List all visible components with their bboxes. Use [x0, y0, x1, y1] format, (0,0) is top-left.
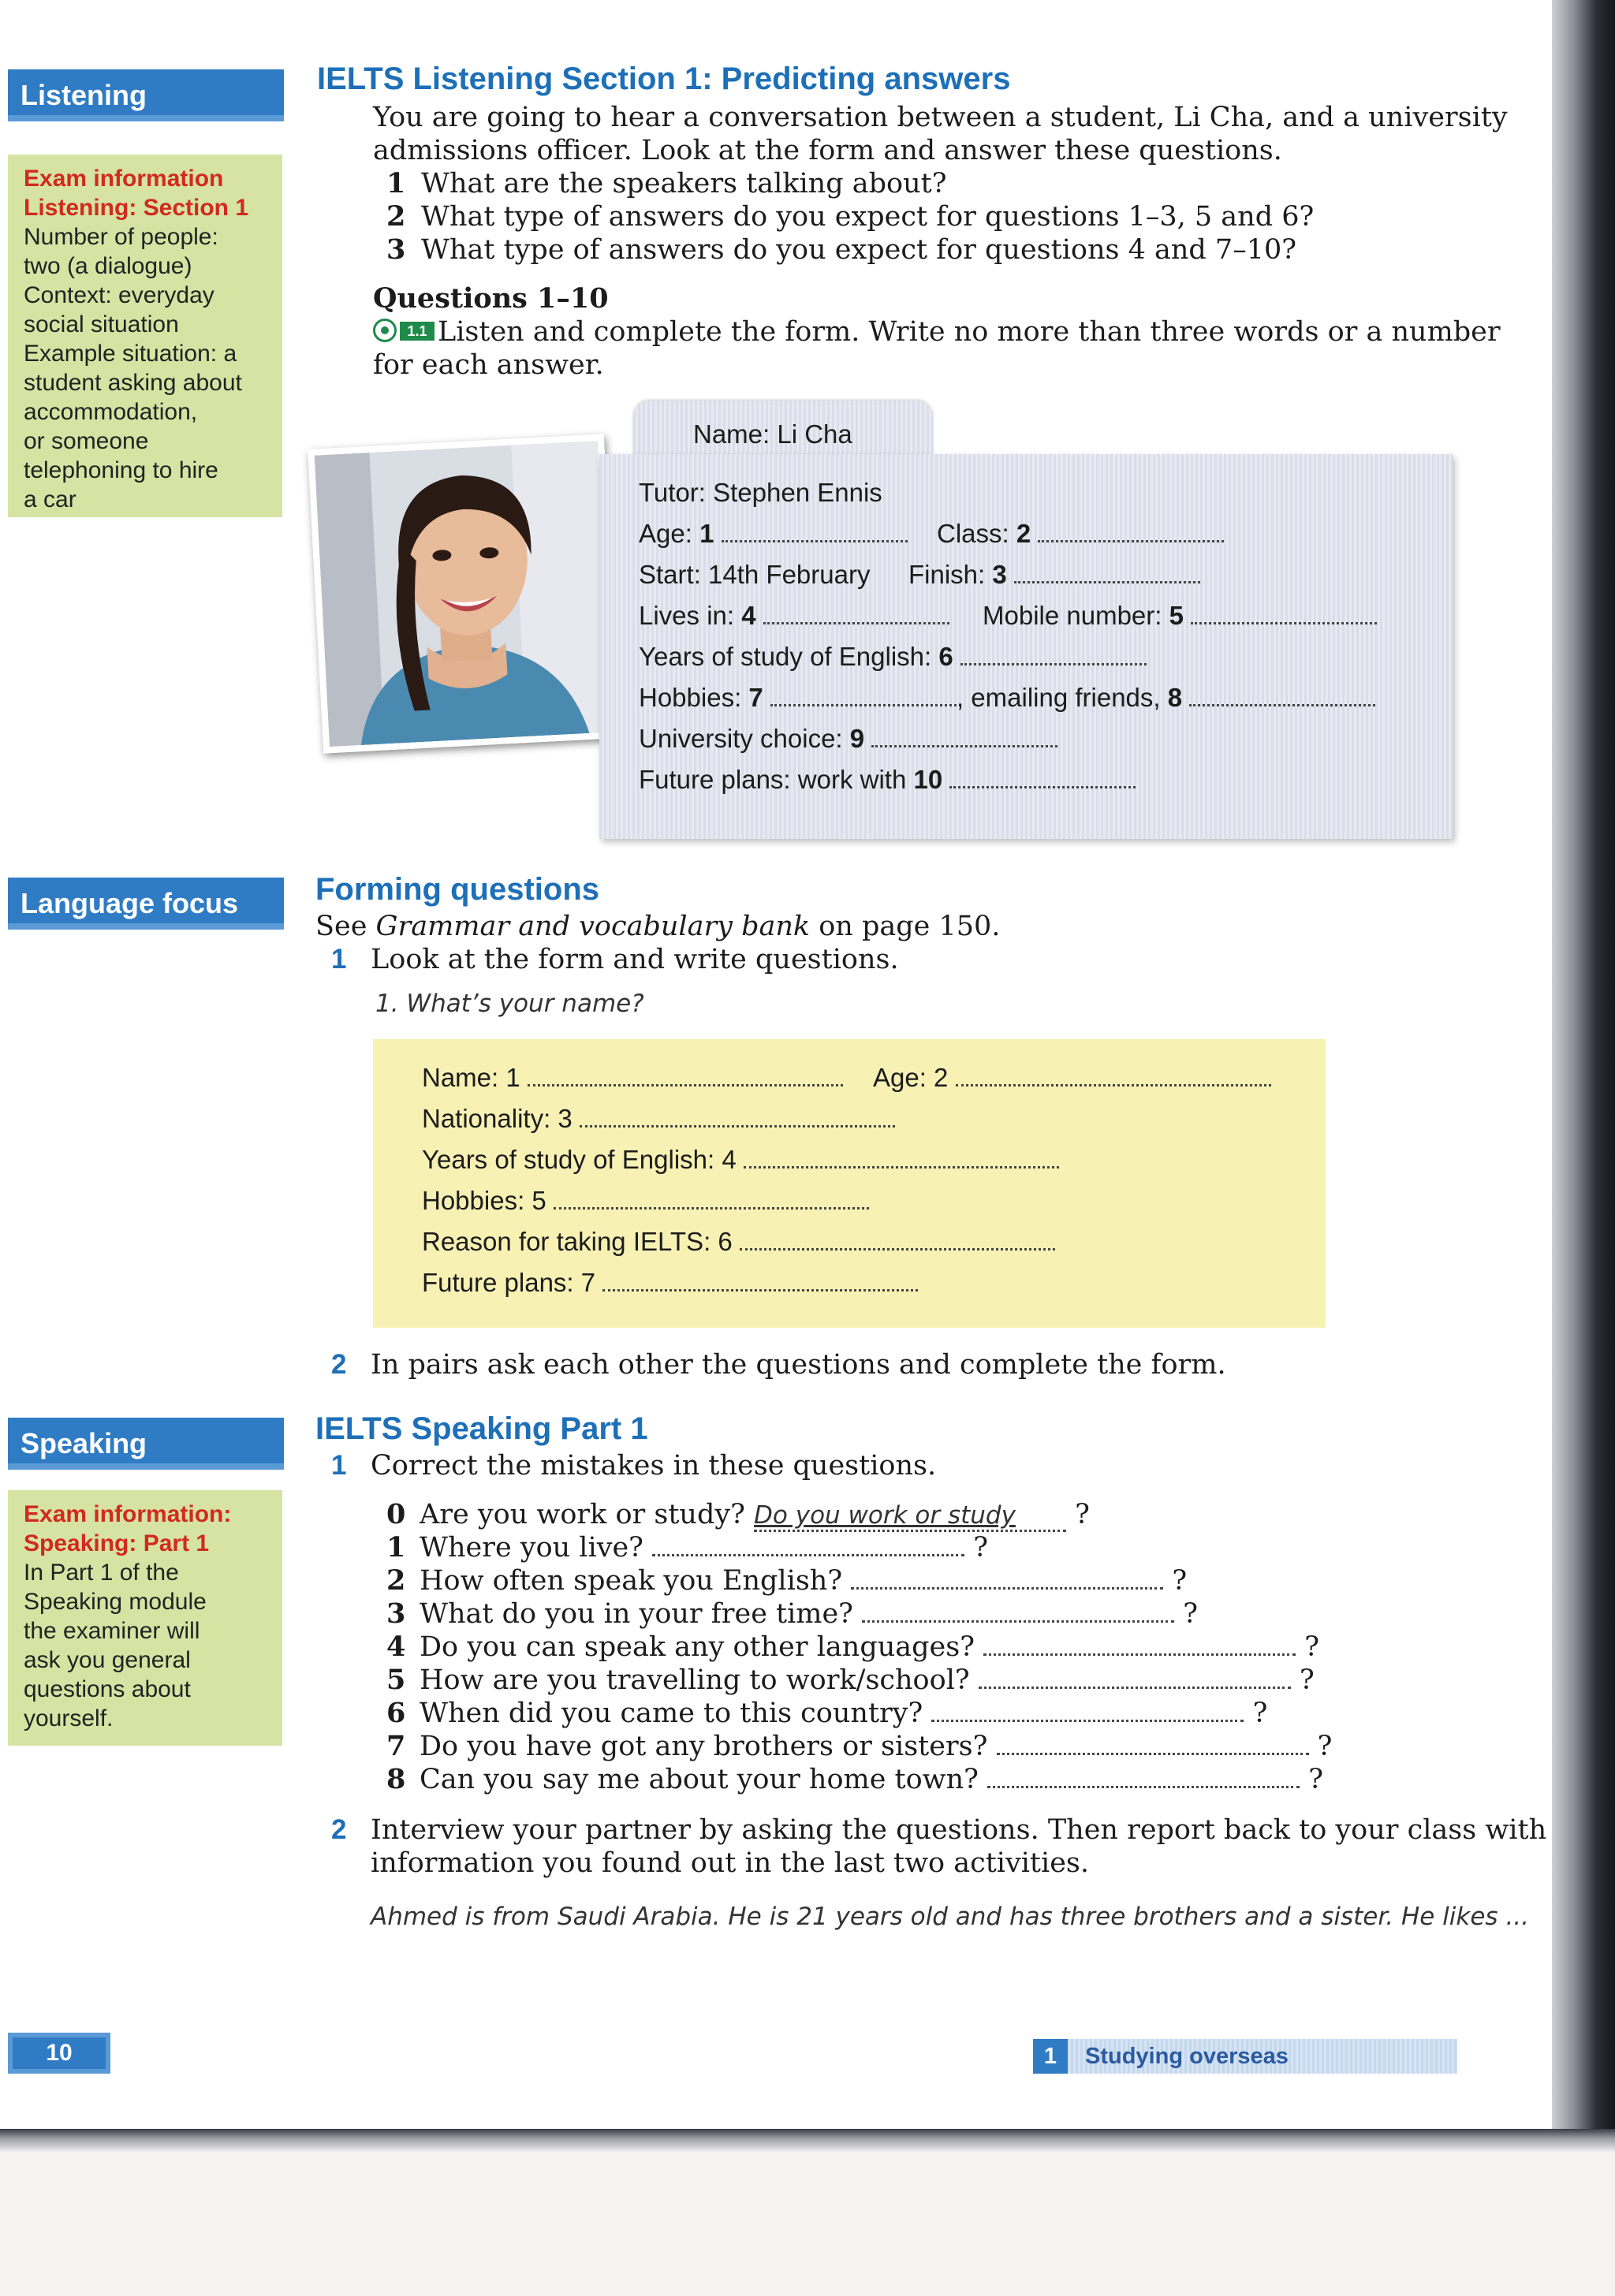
answer-blank[interactable] — [931, 1712, 1244, 1722]
student-photo — [308, 434, 620, 753]
question-number: 1 — [386, 1531, 406, 1564]
speaking-task-2 — [331, 1813, 1546, 1847]
field-number: 1 — [699, 519, 714, 548]
answer-blank[interactable] — [580, 1117, 895, 1128]
question-number: 1 — [386, 167, 406, 199]
forming-questions-heading: Forming questions — [315, 872, 599, 907]
question-text: What type of answers do you expect for questions 4 and 7–10? — [421, 234, 1297, 266]
questions-title: Questions 1–10 — [373, 282, 609, 315]
question-number: 2 — [386, 200, 406, 233]
question-mark: ? — [1252, 1698, 1268, 1729]
speaking-question-5 — [386, 1664, 1315, 1696]
exam-info-line: Context: everyday — [24, 282, 214, 308]
task-text: Interview your partner by asking the questions. Then report back to your class with — [371, 1814, 1547, 1846]
listen-instruction — [373, 315, 1501, 348]
student-portrait-image — [315, 441, 614, 747]
listen-instruction-cont: for each answer. — [373, 349, 604, 381]
speaking-task-2-cont: information you found out in the last two activities. — [371, 1847, 1089, 1879]
instruction-text: Listen and complete the form. Write no more than three words or a number — [438, 316, 1501, 348]
speaking-question-7 — [386, 1730, 1332, 1762]
unit-number: 1 — [1033, 2039, 1068, 2074]
answer-blank[interactable] — [744, 1158, 1059, 1168]
answer-blank[interactable] — [528, 1076, 843, 1086]
form-tutor: Tutor: Stephen Ennis — [639, 478, 882, 507]
field-number: 4 — [741, 601, 756, 630]
listening-exam-info-box — [8, 155, 282, 517]
speaking-question-4 — [386, 1631, 1319, 1663]
form-name-tab — [633, 401, 933, 456]
grammar-bank-link[interactable]: Grammar and vocabulary bank — [375, 911, 811, 942]
speaking-question-8 — [386, 1763, 1323, 1795]
exam-info-line: Example situation: a — [24, 341, 237, 367]
task-number: 2 — [331, 1349, 347, 1380]
field-label: Finish: — [908, 560, 986, 589]
question-text: How often speak you English? — [420, 1565, 843, 1597]
exam-info-line: student asking about — [24, 370, 242, 396]
question-mark: ? — [1172, 1565, 1188, 1597]
listening-tab: Listening — [8, 69, 284, 121]
question-text: Do you can speak any other languages? — [420, 1631, 975, 1663]
exam-info-subtitle: Speaking: Part 1 — [24, 1530, 210, 1556]
field-label: Mobile number: — [983, 601, 1162, 630]
field-number: 9 — [849, 724, 865, 753]
form-hobbies-field — [422, 1186, 869, 1216]
question-number: 0 — [386, 1498, 406, 1530]
speaking-task-1 — [331, 1449, 936, 1482]
exam-info-line: two (a dialogue) — [24, 253, 192, 279]
field-number: 6 — [938, 642, 953, 671]
form-hobbies-field — [639, 683, 1375, 713]
answer-blank[interactable] — [983, 1646, 1296, 1656]
exam-info-line: ask you general — [24, 1647, 191, 1673]
answer-blank[interactable] — [1038, 532, 1224, 542]
field-label: Years of study of English: — [639, 642, 932, 671]
question-mark: ? — [1308, 1764, 1323, 1795]
form-nationality-field — [422, 1104, 895, 1134]
answer-blank[interactable] — [851, 1579, 1163, 1590]
question-text: What type of answers do you expect for questions 1–3, 5 and 6? — [421, 201, 1315, 233]
field-number: 3 — [992, 560, 1007, 589]
field-label: Future plans: work with — [639, 765, 907, 794]
exam-info-line: or someone — [24, 428, 149, 454]
answer-blank[interactable] — [763, 614, 949, 624]
speaking-question-1 — [386, 1531, 988, 1564]
example-answer: 1. What’s your name? — [375, 990, 644, 1018]
listening-heading: IELTS Listening Section 1: Predicting answers — [317, 62, 1011, 96]
question-number: 6 — [386, 1697, 406, 1729]
question-text: What do you in your free time? — [420, 1598, 853, 1630]
exam-info-line: social situation — [24, 311, 179, 337]
field-number: 5 — [1169, 601, 1184, 630]
task-text: Look at the form and write questions. — [371, 944, 899, 975]
speaking-exam-info-box — [8, 1490, 282, 1746]
field-label: Name: 1 — [422, 1063, 520, 1092]
speaking-tab: Speaking — [8, 1418, 284, 1470]
field-label: University choice: — [639, 724, 843, 753]
field-label: Class: — [937, 519, 1009, 548]
field-number: 7 — [748, 683, 763, 712]
field-label: Future plans: 7 — [422, 1268, 596, 1297]
exam-info-title: Exam information: — [24, 1501, 232, 1527]
answer-blank[interactable] — [1189, 696, 1375, 706]
speaking-question-6 — [386, 1697, 1267, 1729]
page-number: 10 — [8, 2033, 110, 2074]
licha-registration-form — [599, 454, 1453, 839]
answer-blank[interactable] — [1014, 573, 1200, 583]
question-number: 3 — [386, 233, 406, 266]
answer-blank[interactable] — [862, 1612, 1174, 1623]
answer-blank[interactable] — [956, 1076, 1271, 1086]
form-age-field — [873, 1063, 1271, 1093]
answer-blank[interactable] — [997, 1745, 1309, 1755]
answer-blank[interactable] — [960, 655, 1147, 665]
form-years-field — [639, 642, 1147, 672]
form-start-field: Start: 14th February — [639, 560, 871, 589]
answer-blank[interactable] — [979, 1679, 1291, 1689]
speaking-heading: IELTS Speaking Part 1 — [315, 1411, 648, 1446]
field-number: 10 — [913, 765, 943, 794]
question-text: When did you came to this country? — [420, 1698, 923, 1729]
question-mark: ? — [1299, 1664, 1315, 1696]
answer-blank[interactable] — [1191, 614, 1377, 624]
form-future-field — [422, 1268, 918, 1298]
audio-cd-icon[interactable] — [373, 319, 438, 345]
exam-info-line: questions about — [24, 1676, 191, 1702]
question-mark: ? — [1183, 1598, 1198, 1630]
field-label: Age: 2 — [873, 1063, 949, 1092]
listening-question — [386, 167, 946, 200]
field-label: , emailing friends, — [956, 683, 1161, 712]
field-label: Age: — [639, 519, 692, 548]
question-mark: ? — [1075, 1499, 1090, 1530]
reference-text: on page 150. — [810, 911, 1001, 942]
exam-info-line: yourself. — [24, 1705, 114, 1731]
reference-text: See — [315, 911, 376, 942]
listening-question — [386, 233, 1296, 266]
field-label: Hobbies: — [639, 683, 742, 712]
answer-blank[interactable] — [987, 1778, 1300, 1788]
book-spine-shadow — [1552, 0, 1615, 2138]
listening-intro-line: You are going to hear a conversation between a student, Li Cha, and a university — [373, 102, 1508, 133]
question-mark: ? — [1304, 1631, 1320, 1663]
listening-intro-line: admissions officer. Look at the form and answer these questions. — [373, 135, 1282, 166]
unit-footer — [1033, 2039, 1457, 2074]
task-text: In pairs ask each other the questions and complete the form. — [371, 1349, 1226, 1381]
speaking-question-3 — [386, 1597, 1198, 1630]
field-label: Nationality: 3 — [422, 1104, 573, 1133]
question-text: Are you work or study? — [420, 1499, 745, 1530]
exam-info-line: Speaking module — [24, 1589, 207, 1615]
field-label: Hobbies: 5 — [422, 1186, 546, 1215]
grammar-reference — [315, 910, 1000, 943]
question-text: What are the speakers talking about? — [421, 168, 947, 199]
answer-blank[interactable] — [602, 1281, 918, 1292]
form-future-field — [639, 765, 1136, 795]
exam-info-line: accommodation, — [24, 399, 198, 425]
form-years-field — [422, 1145, 1059, 1175]
language-focus-tab: Language focus — [8, 878, 284, 930]
exam-info-title: Exam information — [24, 166, 224, 192]
answer-blank[interactable] — [554, 1199, 869, 1210]
form-mobile-field — [983, 601, 1377, 631]
form-name-field — [422, 1063, 843, 1093]
exam-info-line: the examiner will — [24, 1618, 200, 1644]
speaking-question-0 — [386, 1498, 1090, 1532]
form-university-field — [639, 724, 1057, 754]
speaking-example: Ahmed is from Saudi Arabia. He is 21 years old and has three brothers and a sister. He likes ... — [371, 1903, 1530, 1931]
form-finish-field — [908, 560, 1200, 590]
question-mark: ? — [1317, 1731, 1333, 1762]
language-task-1 — [331, 943, 899, 976]
field-number: 8 — [1167, 683, 1183, 712]
field-label: Years of study of English: 4 — [422, 1145, 737, 1174]
answer-blank[interactable] — [722, 532, 908, 542]
task-text: Correct the mistakes in these questions. — [371, 1450, 937, 1482]
task-number: 1 — [331, 1450, 347, 1481]
language-task-2 — [331, 1348, 1226, 1381]
question-text: Can you say me about your home town? — [420, 1764, 979, 1795]
example-correction: Do you work or study — [754, 1501, 1066, 1532]
answer-blank[interactable] — [871, 737, 1057, 747]
field-number: 2 — [1016, 519, 1031, 548]
exam-info-subtitle: Listening: Section 1 — [24, 195, 249, 221]
exam-info-line: In Part 1 of the — [24, 1560, 179, 1586]
task-number: 2 — [331, 1814, 347, 1845]
question-number: 4 — [386, 1631, 406, 1663]
field-label: Lives in: — [639, 601, 735, 630]
speaking-question-2 — [386, 1564, 1187, 1597]
student-info-form — [373, 1039, 1326, 1328]
answer-blank[interactable] — [770, 696, 957, 706]
answer-blank[interactable] — [949, 778, 1136, 788]
page-bottom-shadow — [0, 2129, 1615, 2152]
question-number: 7 — [386, 1730, 406, 1762]
form-reason-field — [422, 1227, 1055, 1257]
question-number: 8 — [386, 1763, 406, 1795]
answer-blank[interactable] — [652, 1546, 964, 1556]
listening-question — [386, 200, 1314, 233]
question-number: 3 — [386, 1597, 406, 1630]
unit-title: Studying overseas — [1085, 2044, 1289, 2069]
question-text: How are you travelling to work/school? — [420, 1664, 970, 1696]
answer-blank[interactable] — [740, 1240, 1055, 1250]
exam-info-line: Number of people: — [24, 224, 218, 250]
question-mark: ? — [973, 1532, 988, 1564]
exam-info-line: a car — [24, 486, 76, 512]
track-number: 1.1 — [400, 322, 435, 341]
task-number: 1 — [331, 944, 347, 975]
field-label: Reason for taking IELTS: 6 — [422, 1227, 733, 1256]
question-number: 5 — [386, 1664, 406, 1696]
question-number: 2 — [386, 1564, 406, 1597]
form-class-field — [937, 519, 1224, 549]
exam-info-line: telephoning to hire — [24, 457, 218, 483]
form-name-label: Name: Li Cha — [693, 419, 852, 449]
question-text: Do you have got any brothers or sisters? — [420, 1731, 988, 1762]
form-lives-field — [639, 601, 949, 631]
form-age-field — [639, 519, 908, 549]
question-text: Where you live? — [420, 1532, 643, 1564]
